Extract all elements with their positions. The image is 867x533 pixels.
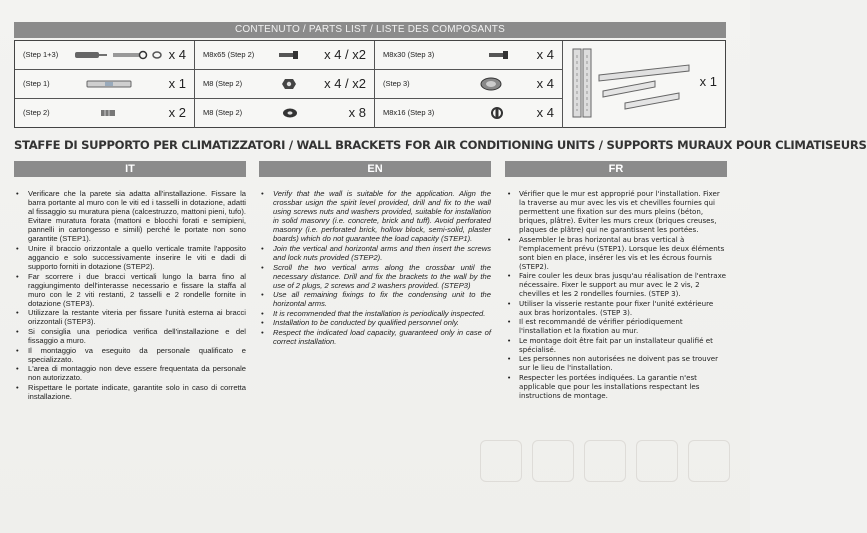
- part-cell: [15, 99, 195, 128]
- wall-bracket-icon: [569, 45, 693, 123]
- short-bolt-icon: [489, 107, 505, 119]
- instruction-item: • Vérifier que le mur est approprié pour l'installation. Fixer la traverse au mur avec les vis et chevilles fournies qui permettent une fixation sur des murs pleins (béton, briques, plâtre). Éviter les murs creux (briques creuses, plaques de plâtre) qui ne garantissent les portées.: [505, 189, 727, 234]
- instruction-item: • Assembler le bras horizontal au bras vertical à l'emplacement prévu (STEP1). Lorsque les deux éléments sont bien en place, insérer les vis et les écrous fournis (STEP2).: [505, 235, 727, 271]
- part-cell: [15, 41, 195, 70]
- instruction-list: [505, 189, 727, 400]
- part-qty: x 4 / x2: [324, 47, 366, 62]
- lang-header-fr: FR: [505, 161, 727, 177]
- instruction-list: [14, 189, 246, 401]
- part-label: M8x16 (Step 3): [383, 108, 435, 117]
- part-qty: x 4: [536, 76, 554, 91]
- part-label: M8 (Step 2): [203, 79, 243, 88]
- rubber-pad-icon: [479, 76, 503, 92]
- parts-row: [15, 70, 563, 99]
- part-label: M8x30 (Step 3): [383, 50, 435, 59]
- part-cell: [375, 41, 563, 70]
- parts-list-table: [14, 40, 726, 128]
- instruction-item: • Il montaggio va eseguito da personale qualificato e specializzato.: [14, 346, 246, 364]
- part-qty: x 8: [348, 105, 366, 120]
- instruction-item: • Installation to be conducted by qualified personnel only.: [259, 318, 491, 327]
- part-label: (Step 1+3): [23, 50, 59, 59]
- part-label: M8x65 (Step 2): [203, 50, 255, 59]
- part-qty: x 4: [168, 47, 186, 62]
- instruction-item: • Les personnes non autorisées ne doivent pas se trouver sur le lieu de l'installation.: [505, 354, 727, 372]
- instruction-item: • Utiliser la visserie restante pour fixer l'unité extérieure aux bras horizontales. (STEP 3).: [505, 299, 727, 317]
- part-cell: [15, 70, 195, 99]
- instructions-en: [259, 161, 491, 346]
- show-through-box: [532, 440, 574, 482]
- brackets-cell: [563, 41, 725, 127]
- part-label: M8 (Step 2): [203, 108, 243, 117]
- part-label: (Step 1): [23, 79, 50, 88]
- screw-anchor-washer-icon: [73, 49, 163, 61]
- spirit-level-icon: [85, 78, 133, 90]
- instructions-fr: [505, 161, 727, 400]
- instruction-item: • Rispettare le portate indicate, garantite solo in caso di corretta installazione.: [14, 383, 246, 401]
- instruction-item: • Faire couler les deux bras jusqu'au réalisation de l'entraxe nécessaire. Fixer le support au mur avec le 2 vis, 2 chevilles et les 2 rondelles fournies. (STEP 3).: [505, 271, 727, 298]
- part-cell: [375, 70, 563, 99]
- instruction-item: • Le montage doit être fait par un installateur qualifié et spécialisé.: [505, 336, 727, 354]
- page-title: STAFFE DI SUPPORTO PER CLIMATIZZATORI / WALL BRACKETS FOR AIR CONDITIONING UNITS / SUPPORTS MURAUX POUR CLIMATISEURS: [14, 138, 867, 152]
- washer-icon: [281, 107, 299, 119]
- show-through-box: [688, 440, 730, 482]
- show-through-box: [480, 440, 522, 482]
- instructions-it: [14, 161, 246, 401]
- instruction-item: • Unire il braccio orizzontale a quello verticale tramite l'apposito aggancio e solo successivamente inserire le viti e dadi di supporto forniti in dotazione (STEP2).: [14, 244, 246, 271]
- show-through-box: [636, 440, 678, 482]
- instruction-item: • L'area di montaggio non deve essere frequentata da personale non autorizzato.: [14, 364, 246, 382]
- instruction-item: • Use all remaining fixings to fix the condensing unit to the horizontal arms.: [259, 290, 491, 308]
- instruction-item: • Il est recommandé de vérifier périodiquement l'installation et la fixation au mur.: [505, 317, 727, 335]
- instruction-item: • It is recommended that the installation is periodically inspected.: [259, 309, 491, 318]
- instruction-item: • Far scorrere i due bracci verticali lungo la barra fino al raggiungimento dell'interasse necessario e fissare la staffa al muro con le 2 viti restanti, 2 tasselli e 2 rondelle fornite in dotazione (STEP3).: [14, 272, 246, 308]
- part-qty: x 1: [168, 76, 186, 91]
- parts-list-header: CONTENUTO / PARTS LIST / LISTE DES COMPOSANTS: [14, 22, 726, 38]
- part-qty: x 4 / x2: [324, 76, 366, 91]
- instruction-item: • Si consiglia una periodica verifica dell'installazione e del fissaggio a muro.: [14, 327, 246, 345]
- part-cell: [375, 99, 563, 128]
- lang-header-it: IT: [14, 161, 246, 177]
- instruction-item: • Respecter les portées indiquées. La garantie n'est applicable que pour les installations respectant les instructions de montage.: [505, 373, 727, 400]
- long-bolt-icon: [277, 49, 301, 61]
- instruction-list: [259, 189, 491, 346]
- brackets-qty: x 1: [699, 74, 717, 89]
- instruction-item: • Scroll the two vertical arms along the crossbar until the necessary distance. Drill and fix the brackets to the wall by the use of 2 plugs, 2 screws and 2 washers provided. (STEP3): [259, 263, 491, 290]
- bolt-icon: [487, 49, 511, 61]
- part-qty: x 4: [536, 47, 554, 62]
- part-label: (Step 2): [23, 108, 50, 117]
- part-cell: [195, 99, 375, 128]
- instruction-item: • Verify that the wall is suitable for the application. Align the crossbar usign the spirit level provided, drill and fix to the wall using screws nuts and washers provided, suitable for installation in solid masonry (i.e. concrete, brick and tuff). Avoid perforated masonry (i.e. perforated brick, hollow block, semi-solid, plaster boards) which do not guarantee the load capacity (STEP1).: [259, 189, 491, 244]
- instruction-item: • Verificare che la parete sia adatta all'installazione. Fissare la barra portante al muro con le viti ed i tasselli in dotazione, adatti al fissaggio su muratura piena (calcestruzzo, mattoni pieni, tufo). Evitare muratura forata (mattoni e blocchi forati e semipieni, pannelli in cartongesso e simili) perché le portate non sono garantite (STEP1).: [14, 189, 246, 244]
- lang-header-en: EN: [259, 161, 491, 177]
- part-cell: [195, 41, 375, 70]
- instruction-item: • Utilizzare la restante viteria per fissare l'unità esterna ai bracci orizzontali (STEP3).: [14, 308, 246, 326]
- show-through-box: [584, 440, 626, 482]
- instruction-item: • Respect the indicated load capacity, guaranteed only in case of correct installation.: [259, 328, 491, 346]
- instruction-item: • Join the vertical and horizontal arms and then insert the screws and lock nuts provided (STEP2).: [259, 244, 491, 262]
- part-qty: x 2: [168, 105, 186, 120]
- part-qty: x 4: [536, 105, 554, 120]
- wall-plug-icon: [99, 107, 117, 119]
- parts-row: [15, 99, 563, 128]
- nut-icon: [281, 78, 297, 90]
- parts-row: [15, 41, 563, 70]
- part-cell: [195, 70, 375, 99]
- part-label: (Step 3): [383, 79, 410, 88]
